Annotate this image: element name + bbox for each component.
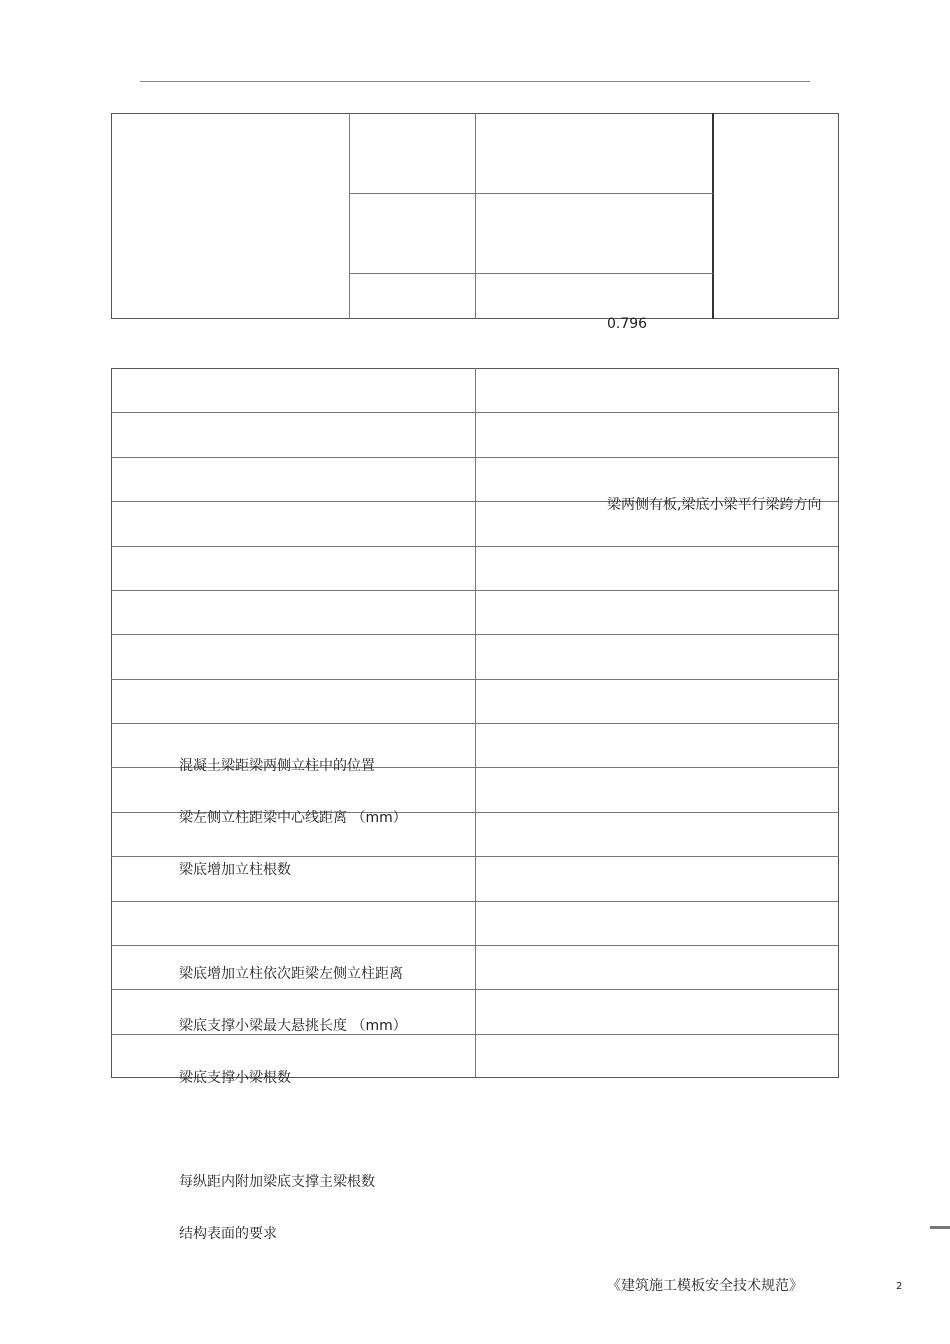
param-table-row-line: [111, 945, 839, 946]
header-rule: [140, 81, 810, 82]
label-surface-requirement: 结构表面的要求: [179, 1226, 277, 1242]
label-beam-position: 混凝土梁距梁两侧立柱中的位置: [179, 758, 375, 774]
label-added-post-spacing: 梁底增加立柱依次距梁左侧立柱距离: [179, 966, 403, 982]
param-table-row-line: [111, 989, 839, 990]
label-small-beam-count: 梁底支撑小梁根数: [179, 1070, 291, 1086]
top-table-value: 0.796: [607, 316, 648, 332]
footer-reference: 《建筑施工模板安全技术规范》: [607, 1278, 803, 1294]
param-table-cell-right-row-3: 梁两侧有板,梁底小梁平行梁跨方向: [607, 497, 822, 513]
top-table-hline-2: [349, 273, 713, 274]
param-table-row-line: [111, 590, 839, 591]
edge-mark: [930, 1226, 950, 1229]
param-table-row-line: [111, 546, 839, 547]
param-table-row-line: [111, 412, 839, 413]
param-table-row-line: [111, 634, 839, 635]
label-added-post-count: 梁底增加立柱根数: [179, 862, 291, 878]
param-table-row-line: [111, 457, 839, 458]
label-main-beam-count: 每纵距内附加梁底支撑主梁根数: [179, 1174, 375, 1190]
param-table-row-line: [111, 723, 839, 724]
label-max-cantilever: 梁底支撑小梁最大悬挑长度 （mm）: [179, 1018, 407, 1034]
top-table-vline-2: [475, 113, 476, 319]
top-table-hline-1: [349, 193, 713, 194]
top-table-vline-1: [349, 113, 350, 319]
param-table-row-line: [111, 679, 839, 680]
page-number: 2: [896, 1281, 903, 1292]
param-table-row-line: [111, 856, 839, 857]
top-table-vline-3: [712, 113, 714, 319]
param-table-row-line: [111, 1034, 839, 1035]
label-left-post-distance: 梁左侧立柱距梁中心线距离 （mm）: [179, 810, 407, 826]
param-table-row-line: [111, 901, 839, 902]
